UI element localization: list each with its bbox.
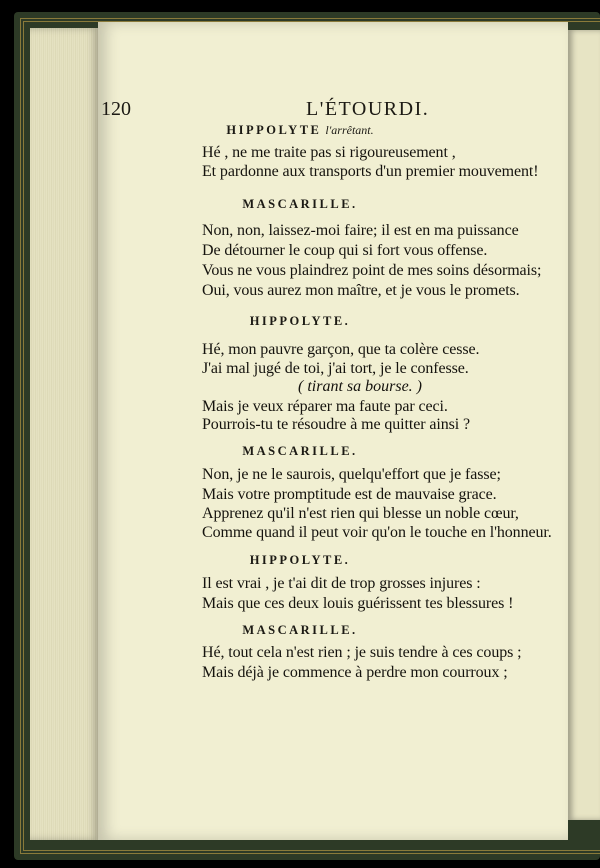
verse-line: Mais que ces deux louis guérissent tes blessures ! [202, 595, 514, 612]
running-title: L'ÉTOURDI. [306, 98, 430, 120]
verse-line: Hé , ne me traite pas si rigoureusement , [202, 144, 456, 161]
speaker-heading: HIPPOLYTE. [249, 553, 351, 567]
verse-line: Mais déjà je commence à perdre mon courroux ; [202, 664, 508, 681]
verse-line: Pourrois-tu te résoudre à me quitter ainsi ? [202, 416, 470, 433]
verse-line: Il est vrai , je t'ai dit de trop grosses injures : [202, 575, 481, 592]
speaker-heading [0, 123, 600, 138]
speaker-heading: MASCARILLE. [242, 197, 358, 211]
speaker-heading: MASCARILLE. [242, 444, 358, 458]
verse-line: Apprenez qu'il n'est rien qui blesse un noble cœur, [202, 505, 519, 522]
verse-line: J'ai mal jugé de toi, j'ai tort, je le confesse. [202, 360, 469, 377]
verse-line: Hé, mon pauvre garçon, que ta colère cesse. [202, 341, 480, 358]
verse-line: De détourner le coup qui si fort vous offense. [202, 242, 488, 259]
stage-direction: ( tirant sa bourse. ) [298, 378, 422, 395]
stage-direction: l'arrêtant. [325, 123, 374, 137]
verse-line: Oui, vous aurez mon maître, et je vous le promets. [202, 282, 520, 299]
verse-line: Comme quand il peut voir qu'on le touche en l'honneur. [202, 524, 552, 541]
verse-line: Mais je veux réparer ma faute par ceci. [202, 398, 448, 415]
speaker-heading: MASCARILLE. [242, 623, 358, 637]
speaker-name: HIPPOLYTE [226, 123, 322, 137]
verse-line: Hé, tout cela n'est rien ; je suis tendre à ces coups ; [202, 644, 522, 661]
verse-line: Mais votre promptitude est de mauvaise grace. [202, 486, 497, 503]
page-header [0, 98, 600, 122]
verse-line: Et pardonne aux transports d'un premier mouvement! [202, 163, 539, 180]
verse-line: Vous ne vous plaindrez point de mes soins désormais; [202, 262, 542, 279]
page-edges [30, 28, 100, 840]
page-number: 120 [101, 98, 131, 120]
next-page-edge [568, 30, 600, 820]
speaker-heading: HIPPOLYTE. [249, 314, 351, 328]
verse-line: Non, non, laissez-moi faire; il est en ma puissance [202, 222, 519, 239]
verse-line: Non, je ne le saurois, quelqu'effort que je fasse; [202, 466, 501, 483]
